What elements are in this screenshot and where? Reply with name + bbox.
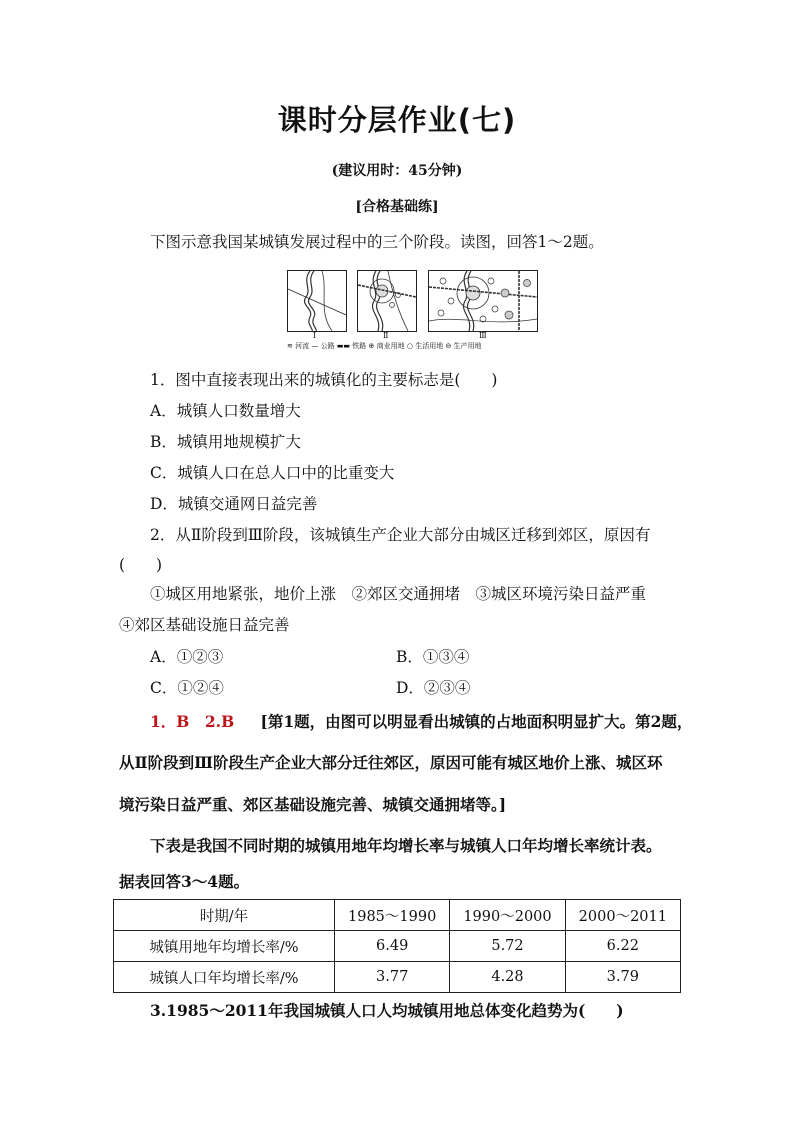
production-icon: ⊖ <box>445 342 452 350</box>
question-1-option-c: C．城镇人口在总人口中的比重变大 <box>150 464 395 482</box>
growth-rate-table <box>113 899 681 993</box>
answer-1-2 <box>150 710 692 732</box>
living-icon: ○ <box>406 342 413 350</box>
question-1-option-a: A．城镇人口数量增大 <box>150 402 301 420</box>
question-2-option-d: D．②③④ <box>396 679 471 697</box>
urban-stages-figure <box>287 270 537 355</box>
table-header-cell: 1990～2000 <box>450 900 565 931</box>
table-cell: 5.72 <box>450 931 565 962</box>
commercial-icon: ⊕ <box>368 342 375 350</box>
question-1-option-b: B．城镇用地规模扩大 <box>150 433 301 451</box>
answer-explanation-line2: 从Ⅱ阶段到Ⅲ阶段生产企业大部分迁往郊区，原因可能有城区地价上涨、城区环 <box>119 753 663 772</box>
table-cell: 6.49 <box>335 931 450 962</box>
legend-living: 生活用地 <box>415 342 444 350</box>
table-header-row <box>114 900 681 931</box>
table-row <box>114 931 681 962</box>
question-2-option-a: A．①②③ <box>150 648 224 666</box>
question-2-stem: 2．从Ⅱ阶段到Ⅲ阶段，该城镇生产企业大部分由城区迁移到郊区，原因有 <box>150 526 651 544</box>
table-cell: 6.22 <box>565 931 680 962</box>
road-icon: — <box>311 342 319 350</box>
question-2-option-c: C．①②④ <box>150 679 224 697</box>
table-header-cell: 1985～1990 <box>335 900 450 931</box>
stage-3-map <box>428 270 538 332</box>
table-cell: 城镇人口年均增长率/% <box>114 962 335 993</box>
legend-production: 生产用地 <box>453 342 482 350</box>
table-cell: 城镇用地年均增长率/% <box>114 931 335 962</box>
stage-label-1: Ⅰ <box>313 331 317 340</box>
question-2-stem-cont: ( ) <box>119 556 163 574</box>
answer-explanation-line1: [第1题，由图可以明显看出城镇的占地面积明显扩大。第2题， <box>260 712 693 731</box>
stage-2-map <box>357 270 417 332</box>
table-header-cell: 时期/年 <box>114 900 335 931</box>
stage-1-map <box>287 270 347 332</box>
table-row <box>114 962 681 993</box>
question-1-option-d: D．城镇交通网日益完善 <box>150 495 318 513</box>
question-3-stem: 3.1985～2011年我国城镇人口人均城镇用地总体变化趋势为( ) <box>150 1001 624 1020</box>
answer-key: 1．B 2.B <box>150 712 235 731</box>
answer-explanation-line3: 境污染日益严重、郊区基础设施完善、城镇交通拥堵等。] <box>119 795 507 814</box>
intro-question-3-4: 下表是我国不同时期的城镇用地年均增长率与城镇人口年均增长率统计表。 <box>150 836 662 855</box>
stage-label-2: Ⅱ <box>383 331 389 340</box>
question-2-option-b: B．①③④ <box>396 648 470 666</box>
page-title: 课时分层作业(七) <box>277 103 517 137</box>
intro-question-1-2: 下图示意我国某城镇发展过程中的三个阶段。读图，回答1～2题。 <box>150 233 604 251</box>
stage-label-3: Ⅲ <box>479 331 487 340</box>
legend-commercial: 商业用地 <box>376 342 405 350</box>
legend-road: 公路 <box>320 342 335 350</box>
river-icon: ≋ <box>287 342 293 350</box>
suggested-time: (建议用时：45分钟) <box>331 163 463 179</box>
question-2-items: ①城区用地紧张，地价上涨 ②郊区交通拥堵 ③城区环境污染日益严重 <box>150 585 647 603</box>
section-label: [合格基础练] <box>355 199 439 215</box>
legend-rail: 铁路 <box>352 342 367 350</box>
intro-question-3-4-cont: 据表回答3～4题。 <box>119 872 250 891</box>
question-1-stem: 1．图中直接表现出来的城镇化的主要标志是( ) <box>150 371 498 389</box>
table-cell: 4.28 <box>450 962 565 993</box>
table-header-cell: 2000～2011 <box>565 900 680 931</box>
legend-river: 河流 <box>295 342 310 350</box>
rail-icon: ▬▬ <box>336 342 351 350</box>
table-cell: 3.79 <box>565 962 680 993</box>
figure-legend <box>287 341 537 351</box>
table-cell: 3.77 <box>335 962 450 993</box>
question-2-items-cont: ④郊区基础设施日益完善 <box>119 616 290 634</box>
